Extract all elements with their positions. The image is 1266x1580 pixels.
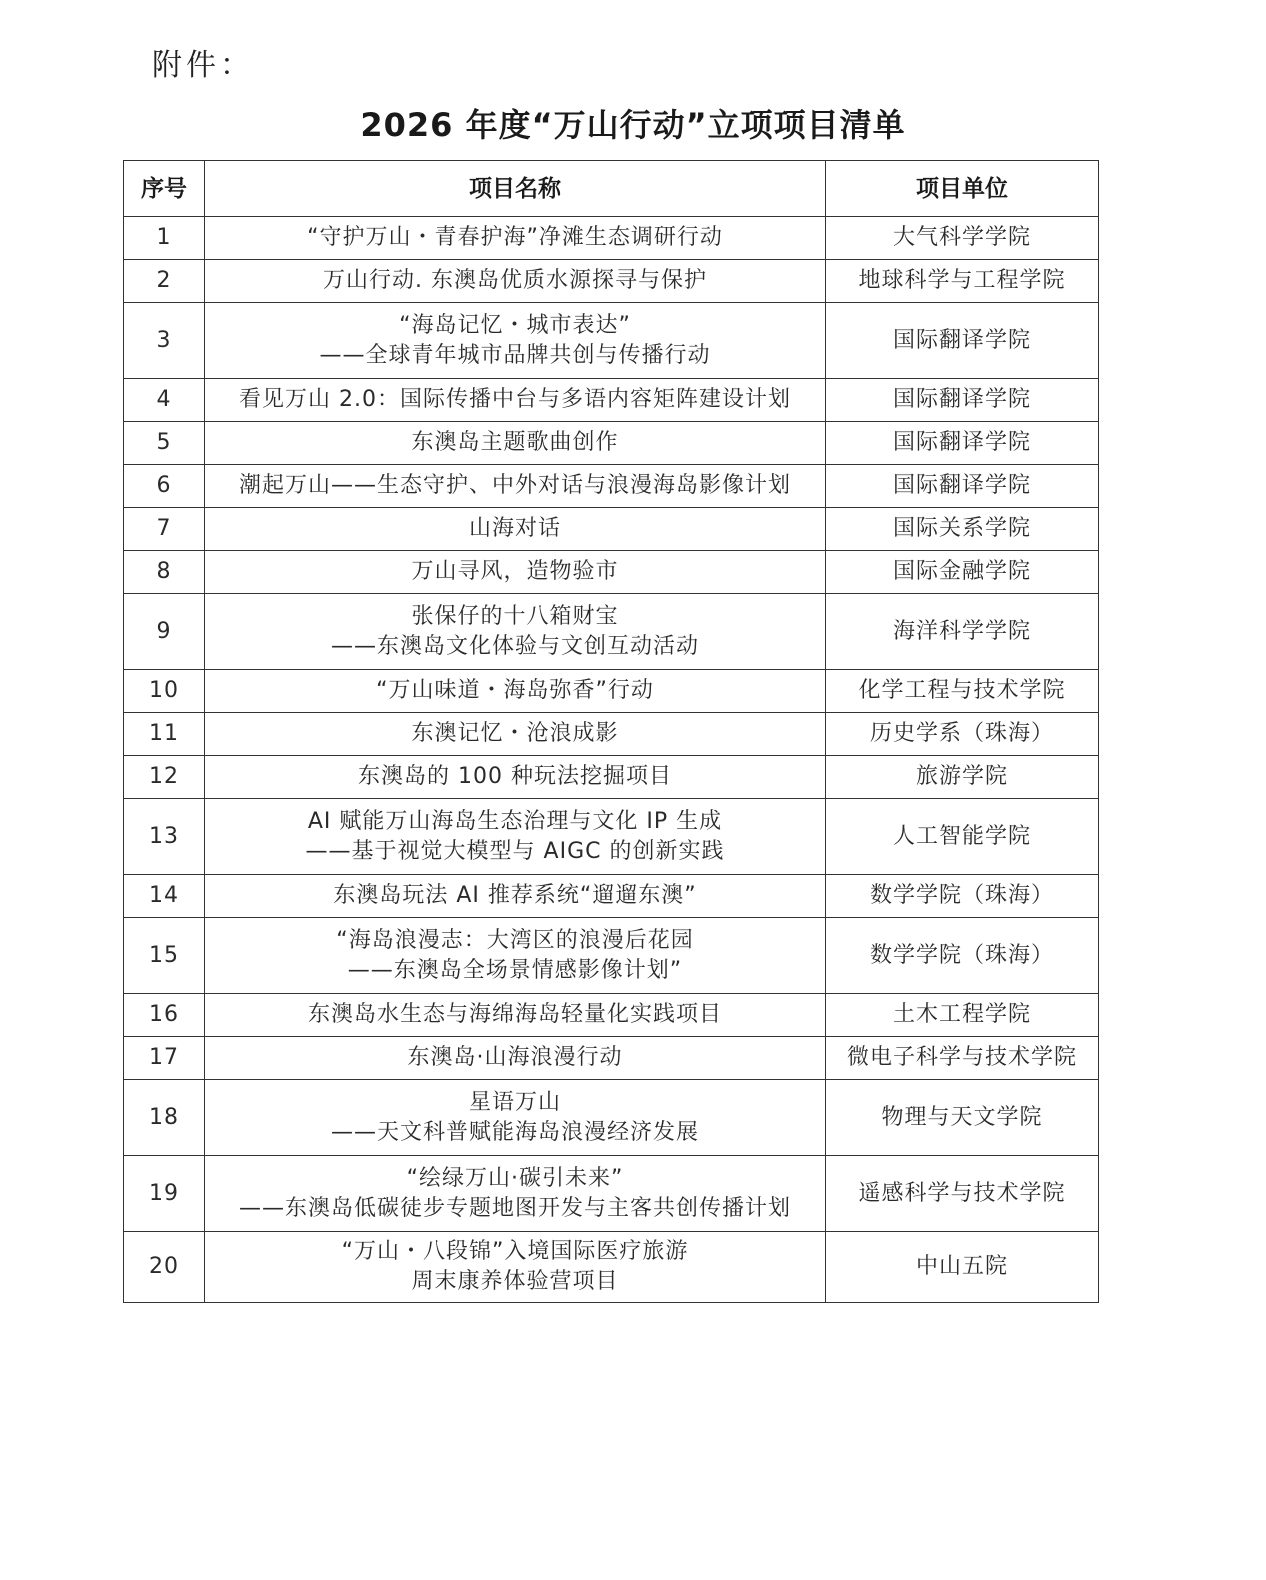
row-number: 7 bbox=[124, 508, 205, 551]
project-name-line: 东澳岛水生态与海绵海岛轻量化实践项目 bbox=[307, 1002, 722, 1027]
project-unit-cell: 遥感科学与技术学院 bbox=[826, 1156, 1099, 1232]
header-project-name: 项目名称 bbox=[205, 161, 826, 217]
table-row bbox=[124, 1080, 1099, 1156]
project-list-table bbox=[123, 160, 1099, 1303]
project-name-cell bbox=[205, 918, 826, 994]
project-name-cell bbox=[205, 1232, 826, 1303]
row-number: 9 bbox=[124, 594, 205, 670]
project-unit-cell: 数学学院（珠海） bbox=[826, 918, 1099, 994]
project-unit-cell: 微电子科学与技术学院 bbox=[826, 1037, 1099, 1080]
row-number: 5 bbox=[124, 422, 205, 465]
row-number: 10 bbox=[124, 670, 205, 713]
project-unit-cell: 人工智能学院 bbox=[826, 799, 1099, 875]
row-number: 17 bbox=[124, 1037, 205, 1080]
project-name-line: 万山行动. 东澳岛优质水源探寻与保护 bbox=[323, 268, 707, 293]
table-row bbox=[124, 551, 1099, 594]
row-number: 14 bbox=[124, 875, 205, 918]
project-name-line: “绘绿万山·碳引未来” bbox=[406, 1165, 624, 1191]
project-name-cell bbox=[205, 756, 826, 799]
row-number: 1 bbox=[124, 217, 205, 260]
row-number: 16 bbox=[124, 994, 205, 1037]
project-unit-cell: 中山五院 bbox=[826, 1232, 1099, 1303]
project-name-line: ——全球青年城市品牌共创与传播行动 bbox=[319, 342, 711, 368]
table-row bbox=[124, 994, 1099, 1037]
header-no: 序号 bbox=[124, 161, 205, 217]
project-name-cell bbox=[205, 875, 826, 918]
project-name-cell bbox=[205, 303, 826, 379]
table-row bbox=[124, 217, 1099, 260]
table-row bbox=[124, 379, 1099, 422]
row-number: 4 bbox=[124, 379, 205, 422]
table-row bbox=[124, 756, 1099, 799]
project-name-cell bbox=[205, 551, 826, 594]
project-name-cell bbox=[205, 217, 826, 260]
row-number: 2 bbox=[124, 260, 205, 303]
table-row bbox=[124, 422, 1099, 465]
project-name-line: ——基于视觉大模型与 AIGC 的创新实践 bbox=[305, 838, 725, 864]
row-number: 3 bbox=[124, 303, 205, 379]
table-row bbox=[124, 594, 1099, 670]
project-name-line: 张保仔的十八箱财宝 bbox=[411, 603, 619, 629]
project-name-cell bbox=[205, 508, 826, 551]
row-number: 12 bbox=[124, 756, 205, 799]
project-unit-cell: 化学工程与技术学院 bbox=[826, 670, 1099, 713]
row-number: 6 bbox=[124, 465, 205, 508]
project-unit-cell: 国际翻译学院 bbox=[826, 303, 1099, 379]
table-row bbox=[124, 465, 1099, 508]
project-unit-cell: 物理与天文学院 bbox=[826, 1080, 1099, 1156]
project-name-line: 星语万山 bbox=[468, 1089, 561, 1115]
project-name-line: 看见万山 2.0：国际传播中台与多语内容矩阵建设计划 bbox=[239, 387, 791, 412]
project-name-cell bbox=[205, 422, 826, 465]
project-name-cell bbox=[205, 594, 826, 670]
table-row bbox=[124, 1156, 1099, 1232]
project-name-cell bbox=[205, 1156, 826, 1232]
project-name-line: 山海对话 bbox=[468, 516, 561, 541]
project-name-line: ——东澳岛全场景情感影像计划” bbox=[347, 957, 683, 983]
attachment-label: 附件： bbox=[152, 48, 254, 83]
table-row bbox=[124, 1232, 1099, 1303]
project-unit-cell: 数学学院（珠海） bbox=[826, 875, 1099, 918]
project-name-line: 东澳岛玩法 AI 推荐系统“遛遛东澳” bbox=[333, 883, 697, 908]
project-unit-cell: 土木工程学院 bbox=[826, 994, 1099, 1037]
project-name-cell bbox=[205, 379, 826, 422]
project-name-line: AI 赋能万山海岛生态治理与文化 IP 生成 bbox=[307, 808, 723, 834]
project-name-line: ——天文科普赋能海岛浪漫经济发展 bbox=[330, 1119, 699, 1145]
document-title: 2026 年度“万山行动”立项项目清单 bbox=[360, 106, 906, 144]
project-unit-cell: 旅游学院 bbox=[826, 756, 1099, 799]
project-name-cell bbox=[205, 670, 826, 713]
project-name-line: ——东澳岛文化体验与文创互动活动 bbox=[330, 633, 699, 659]
project-name-line: 东澳岛的 100 种玩法挖掘项目 bbox=[358, 764, 672, 789]
project-unit-cell: 国际金融学院 bbox=[826, 551, 1099, 594]
project-unit-cell: 国际关系学院 bbox=[826, 508, 1099, 551]
row-number: 8 bbox=[124, 551, 205, 594]
row-number: 19 bbox=[124, 1156, 205, 1232]
row-number: 11 bbox=[124, 713, 205, 756]
project-name-line: 东澳岛主题歌曲创作 bbox=[411, 430, 619, 455]
project-name-cell bbox=[205, 1037, 826, 1080]
table-row bbox=[124, 799, 1099, 875]
project-unit-cell: 海洋科学学院 bbox=[826, 594, 1099, 670]
table-body bbox=[124, 217, 1099, 1303]
project-name-line: “海岛浪漫志：大湾区的浪漫后花园 bbox=[336, 927, 694, 953]
project-name-cell bbox=[205, 799, 826, 875]
project-name-line: 东澳记忆・沧浪成影 bbox=[411, 721, 619, 746]
project-name-line: ——东澳岛低碳徒步专题地图开发与主客共创传播计划 bbox=[238, 1195, 791, 1221]
row-number: 13 bbox=[124, 799, 205, 875]
project-name-line: 周末康养体验营项目 bbox=[411, 1269, 619, 1294]
project-name-cell bbox=[205, 260, 826, 303]
table-row bbox=[124, 508, 1099, 551]
project-unit-cell: 国际翻译学院 bbox=[826, 379, 1099, 422]
project-name-cell bbox=[205, 465, 826, 508]
project-name-line: “万山味道・海岛弥香”行动 bbox=[376, 678, 654, 703]
project-unit-cell: 大气科学学院 bbox=[826, 217, 1099, 260]
header-project-unit: 项目单位 bbox=[826, 161, 1099, 217]
project-name-line: “万山・八段锦”入境国际医疗旅游 bbox=[341, 1239, 689, 1264]
project-unit-cell: 国际翻译学院 bbox=[826, 422, 1099, 465]
project-name-line: 潮起万山——生态守护、中外对话与浪漫海岛影像计划 bbox=[238, 473, 791, 498]
project-name-cell bbox=[205, 994, 826, 1037]
table-row bbox=[124, 918, 1099, 994]
project-unit-cell: 国际翻译学院 bbox=[826, 465, 1099, 508]
table-row bbox=[124, 260, 1099, 303]
table-row bbox=[124, 303, 1099, 379]
project-name-cell bbox=[205, 713, 826, 756]
table-row bbox=[124, 670, 1099, 713]
row-number: 20 bbox=[124, 1232, 205, 1303]
table-row bbox=[124, 875, 1099, 918]
project-name-cell bbox=[205, 1080, 826, 1156]
project-name-line: 东澳岛·山海浪漫行动 bbox=[407, 1045, 623, 1070]
table-header-row bbox=[124, 161, 1099, 217]
row-number: 15 bbox=[124, 918, 205, 994]
table-row bbox=[124, 1037, 1099, 1080]
project-name-line: “海岛记忆・城市表达” bbox=[399, 312, 631, 338]
row-number: 18 bbox=[124, 1080, 205, 1156]
project-name-line: “守护万山・青春护海”净滩生态调研行动 bbox=[307, 225, 723, 250]
project-name-line: 万山寻风，造物验市 bbox=[411, 559, 619, 584]
project-unit-cell: 地球科学与工程学院 bbox=[826, 260, 1099, 303]
table-row bbox=[124, 713, 1099, 756]
project-unit-cell: 历史学系（珠海） bbox=[826, 713, 1099, 756]
